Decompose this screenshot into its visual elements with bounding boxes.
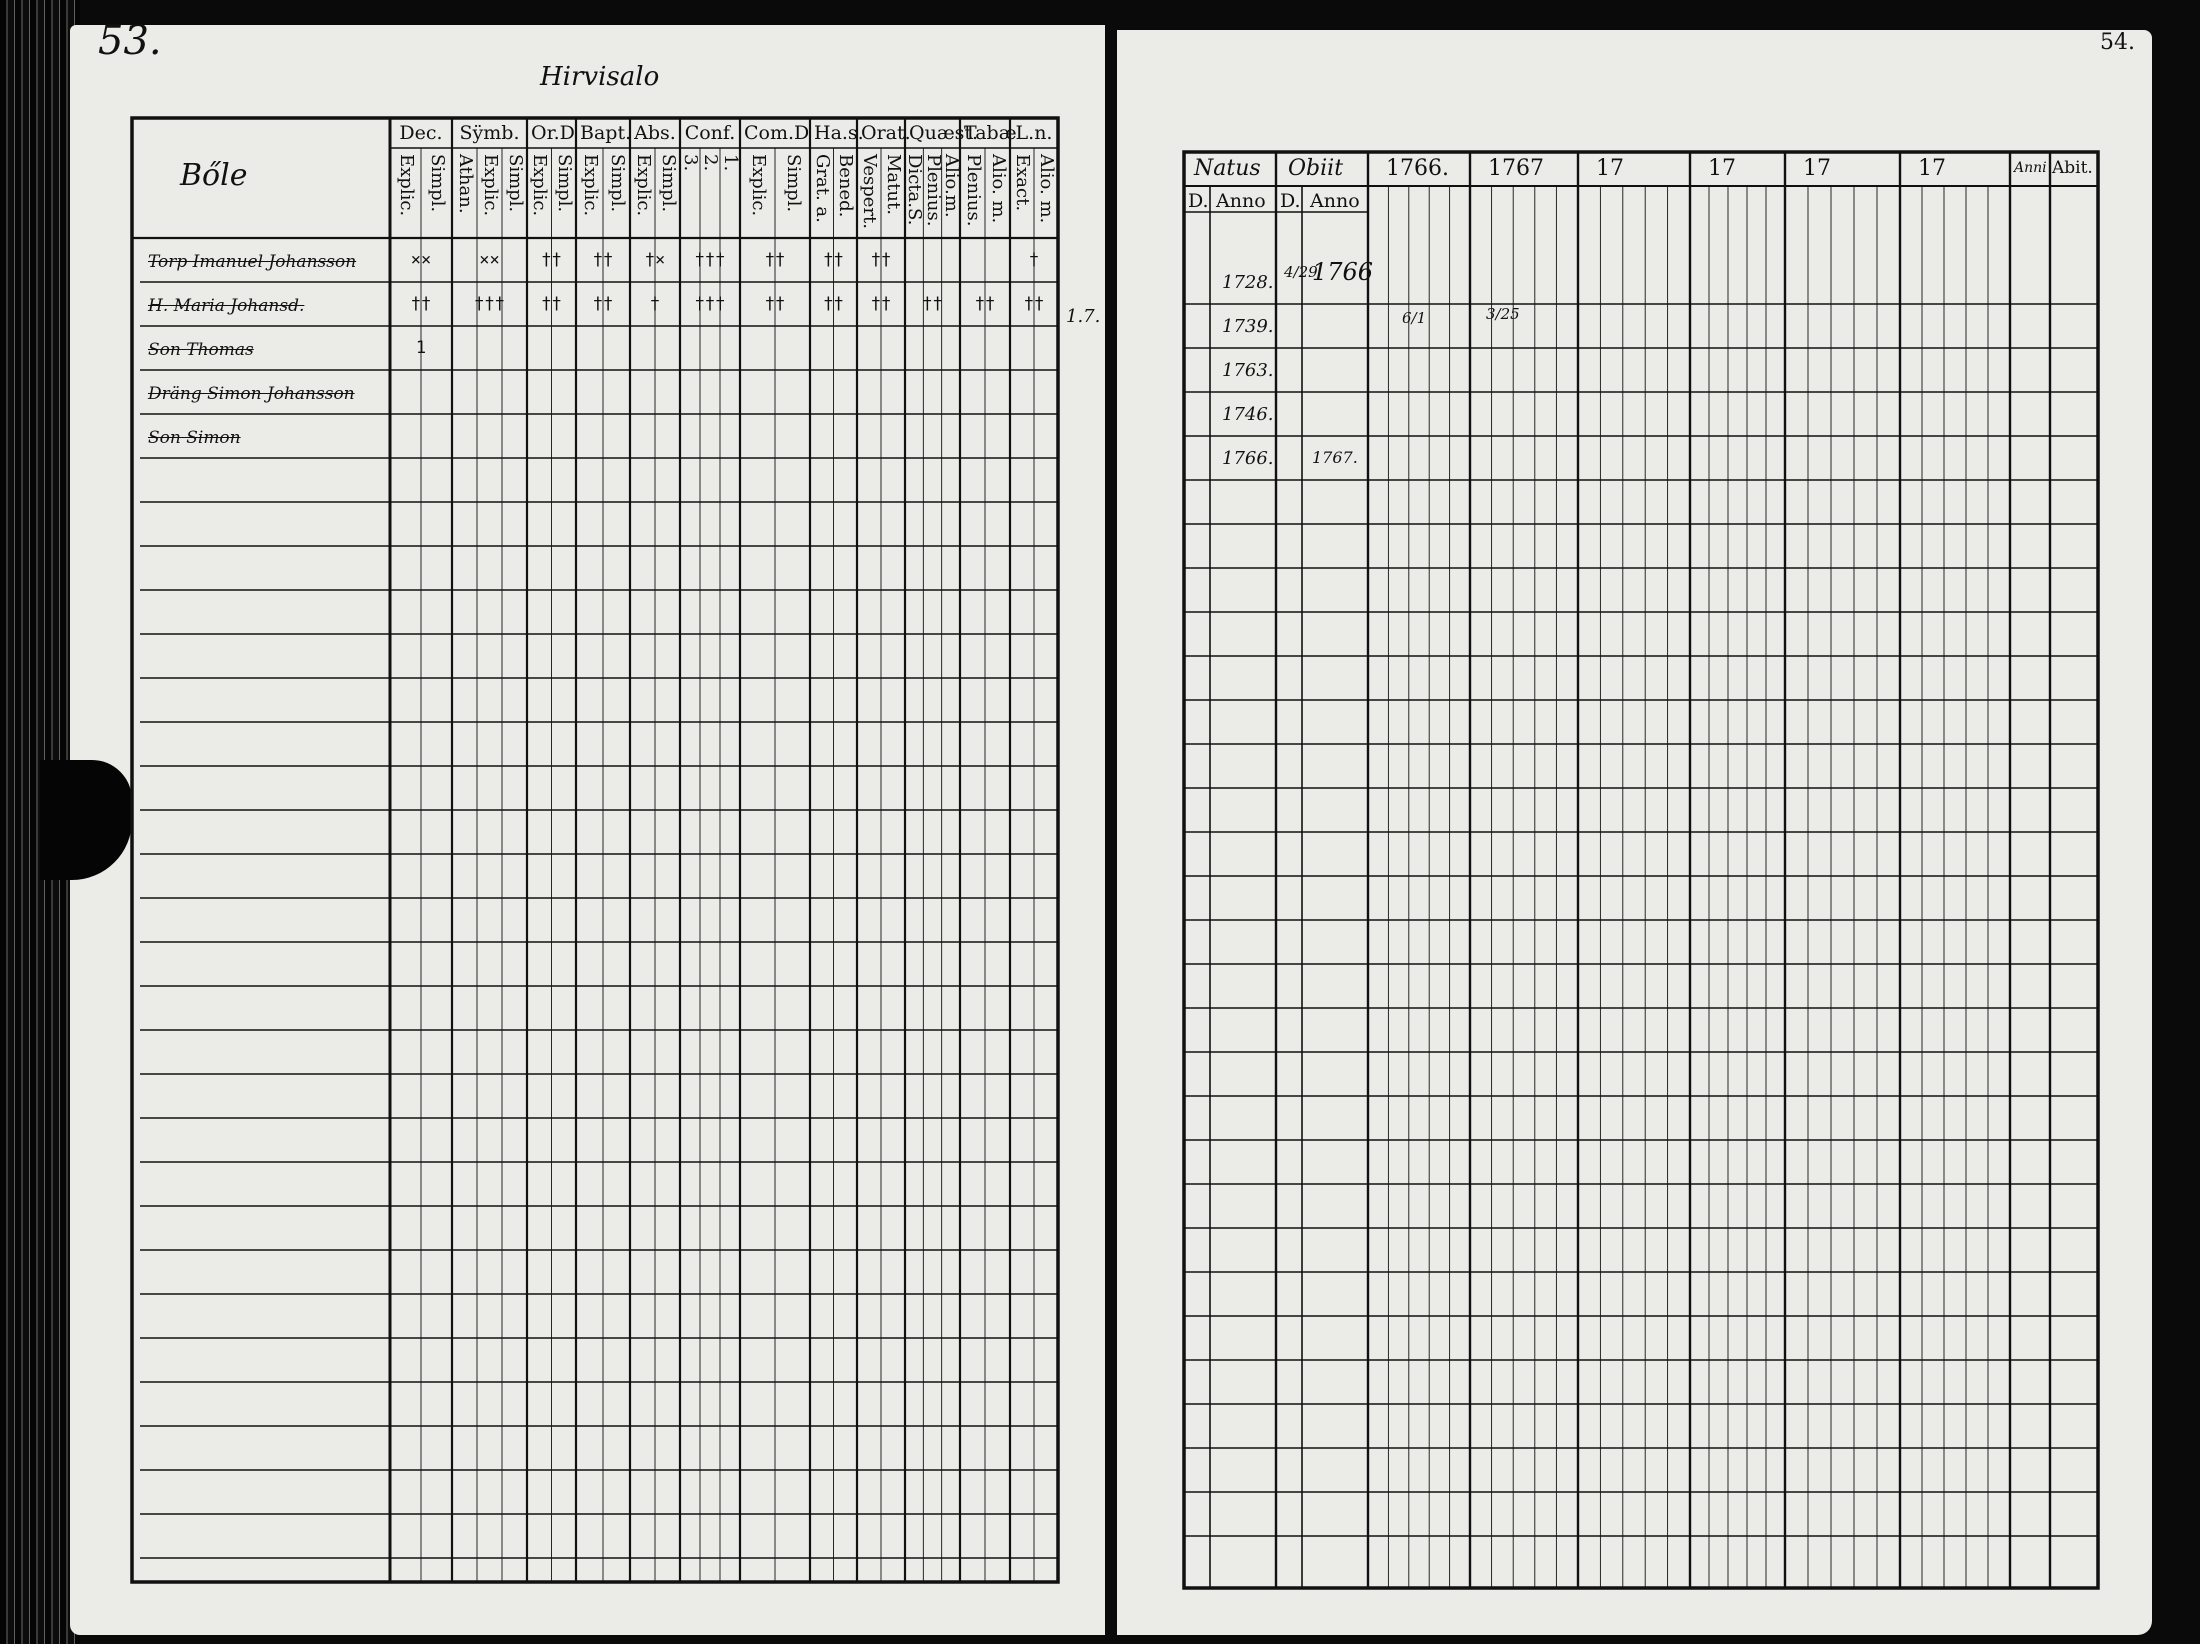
left-col-sub-9-0: Dicta.S. [904,154,926,226]
catechism-mark-0-4: †× [644,250,666,270]
person-name-0: Torp Imanuel Johansson [148,252,357,272]
natus-anno-header: Anno [1216,190,1266,212]
natus-day-header: D. [1188,190,1209,212]
natus-year-4: 1766. [1222,448,1274,469]
catechism-mark-0-2: †† [541,250,562,270]
left-col-sub-5-0: 3. [680,154,701,172]
left-col-sub-11-0: Exact. [1012,154,1033,212]
year-header-4: 17 [1803,156,1831,181]
abit-header: Abit. [2052,158,2093,178]
left-col-head-1: Sÿmb. [459,122,520,144]
catechism-mark-1-9: †† [922,294,943,314]
year-header-0: 1766. [1386,156,1449,181]
left-col-sub-10-1: Alio. m. [987,154,1009,224]
catechism-mark-1-8: †† [870,294,892,314]
catechism-mark-1-10: †† [974,294,996,314]
left-col-sub-8-0: Vespert. [859,154,880,229]
person-name-1: H. Maria Johansd. [148,296,305,316]
left-col-head-0: Dec. [399,122,443,144]
year-header-2: 17 [1596,156,1624,181]
left-col-sub-4-0: Explic. [632,154,654,217]
left-col-sub-2-0: Explic. [529,154,551,217]
catechism-mark-0-1: ×× [479,250,500,270]
left-table-frame [132,118,1058,1582]
catechism-mark-0-11: † [1028,250,1040,270]
left-col-sub-4-1: Simpl. [657,154,679,213]
left-col-sub-6-1: Simpl. [782,154,804,213]
natus-year-3: 1746. [1222,404,1274,425]
left-col-sub-11-1: Alio. m. [1036,154,1057,224]
left-col-sub-5-2: 1. [720,154,741,172]
catechism-mark-0-0: ×× [410,250,432,270]
obiit-header: Obiit [1288,156,1344,181]
left-col-sub-8-1: Matut. [883,154,904,215]
left-col-sub-0-0: Explic. [395,154,417,217]
left-col-sub-1-0: Athan. [454,154,476,214]
anni-header: Anni [2014,160,2047,176]
left-col-sub-10-0: Plenius. [962,154,984,227]
catechism-mark-0-8: †† [870,250,892,270]
catechism-mark-0-5: ††† [694,250,726,270]
left-col-sub-3-1: Simpl. [606,154,628,213]
catechism-mark-1-3: †† [592,294,614,314]
left-col-head-6: Com.D [744,122,810,144]
left-col-sub-3-0: Explic. [579,154,601,217]
right-table-frame [1184,152,2098,1588]
left-col-head-2: Or.D [531,122,575,144]
page-number: 53. [98,18,162,64]
left-col-sub-1-1: Explic. [479,154,501,217]
place-name: Hirvisalo [540,62,660,92]
natus-year-0: 1728. [1222,272,1274,293]
catechism-mark-1-11: †† [1023,294,1045,314]
catechism-mark-1-1: ††† [474,294,505,314]
catechism-mark-0-3: †† [592,250,614,270]
left-col-sub-5-1: 2. [700,154,721,172]
catechism-mark-1-6: †† [764,294,786,314]
obiit-anno-header: Anno [1310,190,1360,212]
obiit-day-header: D. [1280,190,1301,212]
right-page-corner-mark: 54. [2100,30,2135,55]
person-name-4: Son Simon [148,428,241,448]
year-header-1: 1767 [1488,156,1544,181]
person-name-2: Son Thomas [148,340,254,360]
catechism-mark-1-2: †† [541,294,562,314]
catechism-mark-1-4: † [649,294,661,314]
left-col-sub-7-0: Grat. a. [811,154,833,223]
natus-year-1: 1739. [1222,316,1274,337]
catechism-mark-1-5: ††† [694,294,726,314]
left-col-head-8: Orat. [861,122,911,144]
catechism-mark-1-0: †† [410,294,432,314]
left-col-head-10: Tabæ [964,122,1017,144]
left-col-head-9: Quæst. [909,122,979,144]
left-col-sub-2-1: Simpl. [553,154,575,213]
natus-header: Natus [1194,156,1261,181]
natus-year-2: 1763. [1222,360,1274,381]
left-col-sub-7-1: Bened. [835,154,857,218]
catechism-mark-1-7: †† [823,294,844,314]
left-col-head-7: Ha.s. [814,122,864,144]
year-1766-entry-1: 6/1 [1402,309,1427,327]
person-name-3: Dräng Simon Johansson [148,384,355,404]
obiit-day-0: 4/29 [1284,263,1318,281]
obiit-year-4: 1767. [1312,448,1358,467]
year-header-3: 17 [1708,156,1736,181]
left-col-head-3: Bapt. [580,122,632,144]
left-col-head-11: L.n. [1015,122,1053,144]
left-col-sub-9-2: Alio.m. [940,154,962,218]
left-col-sub-6-0: Explic. [747,154,769,217]
left-col-head-4: Abs. [634,122,676,144]
year-1767-entry-1: 3/25 [1486,305,1520,323]
left-col-sub-0-1: Simpl. [426,154,448,213]
left-col-sub-9-1: Plenius. [922,154,944,227]
left-col-head-5: Conf. [684,122,736,144]
catechism-mark-0-6: †† [764,250,786,270]
catechism-mark-0-7: †† [823,250,844,270]
catechism-mark-2-0: 1 [415,338,427,358]
village-name: Bőle [180,158,248,193]
year-header-5: 17 [1918,156,1946,181]
obiit-year-0: 1766 [1312,258,1374,286]
margin-note: 1.7. [1066,306,1101,327]
left-col-sub-1-2: Simpl. [504,154,526,213]
